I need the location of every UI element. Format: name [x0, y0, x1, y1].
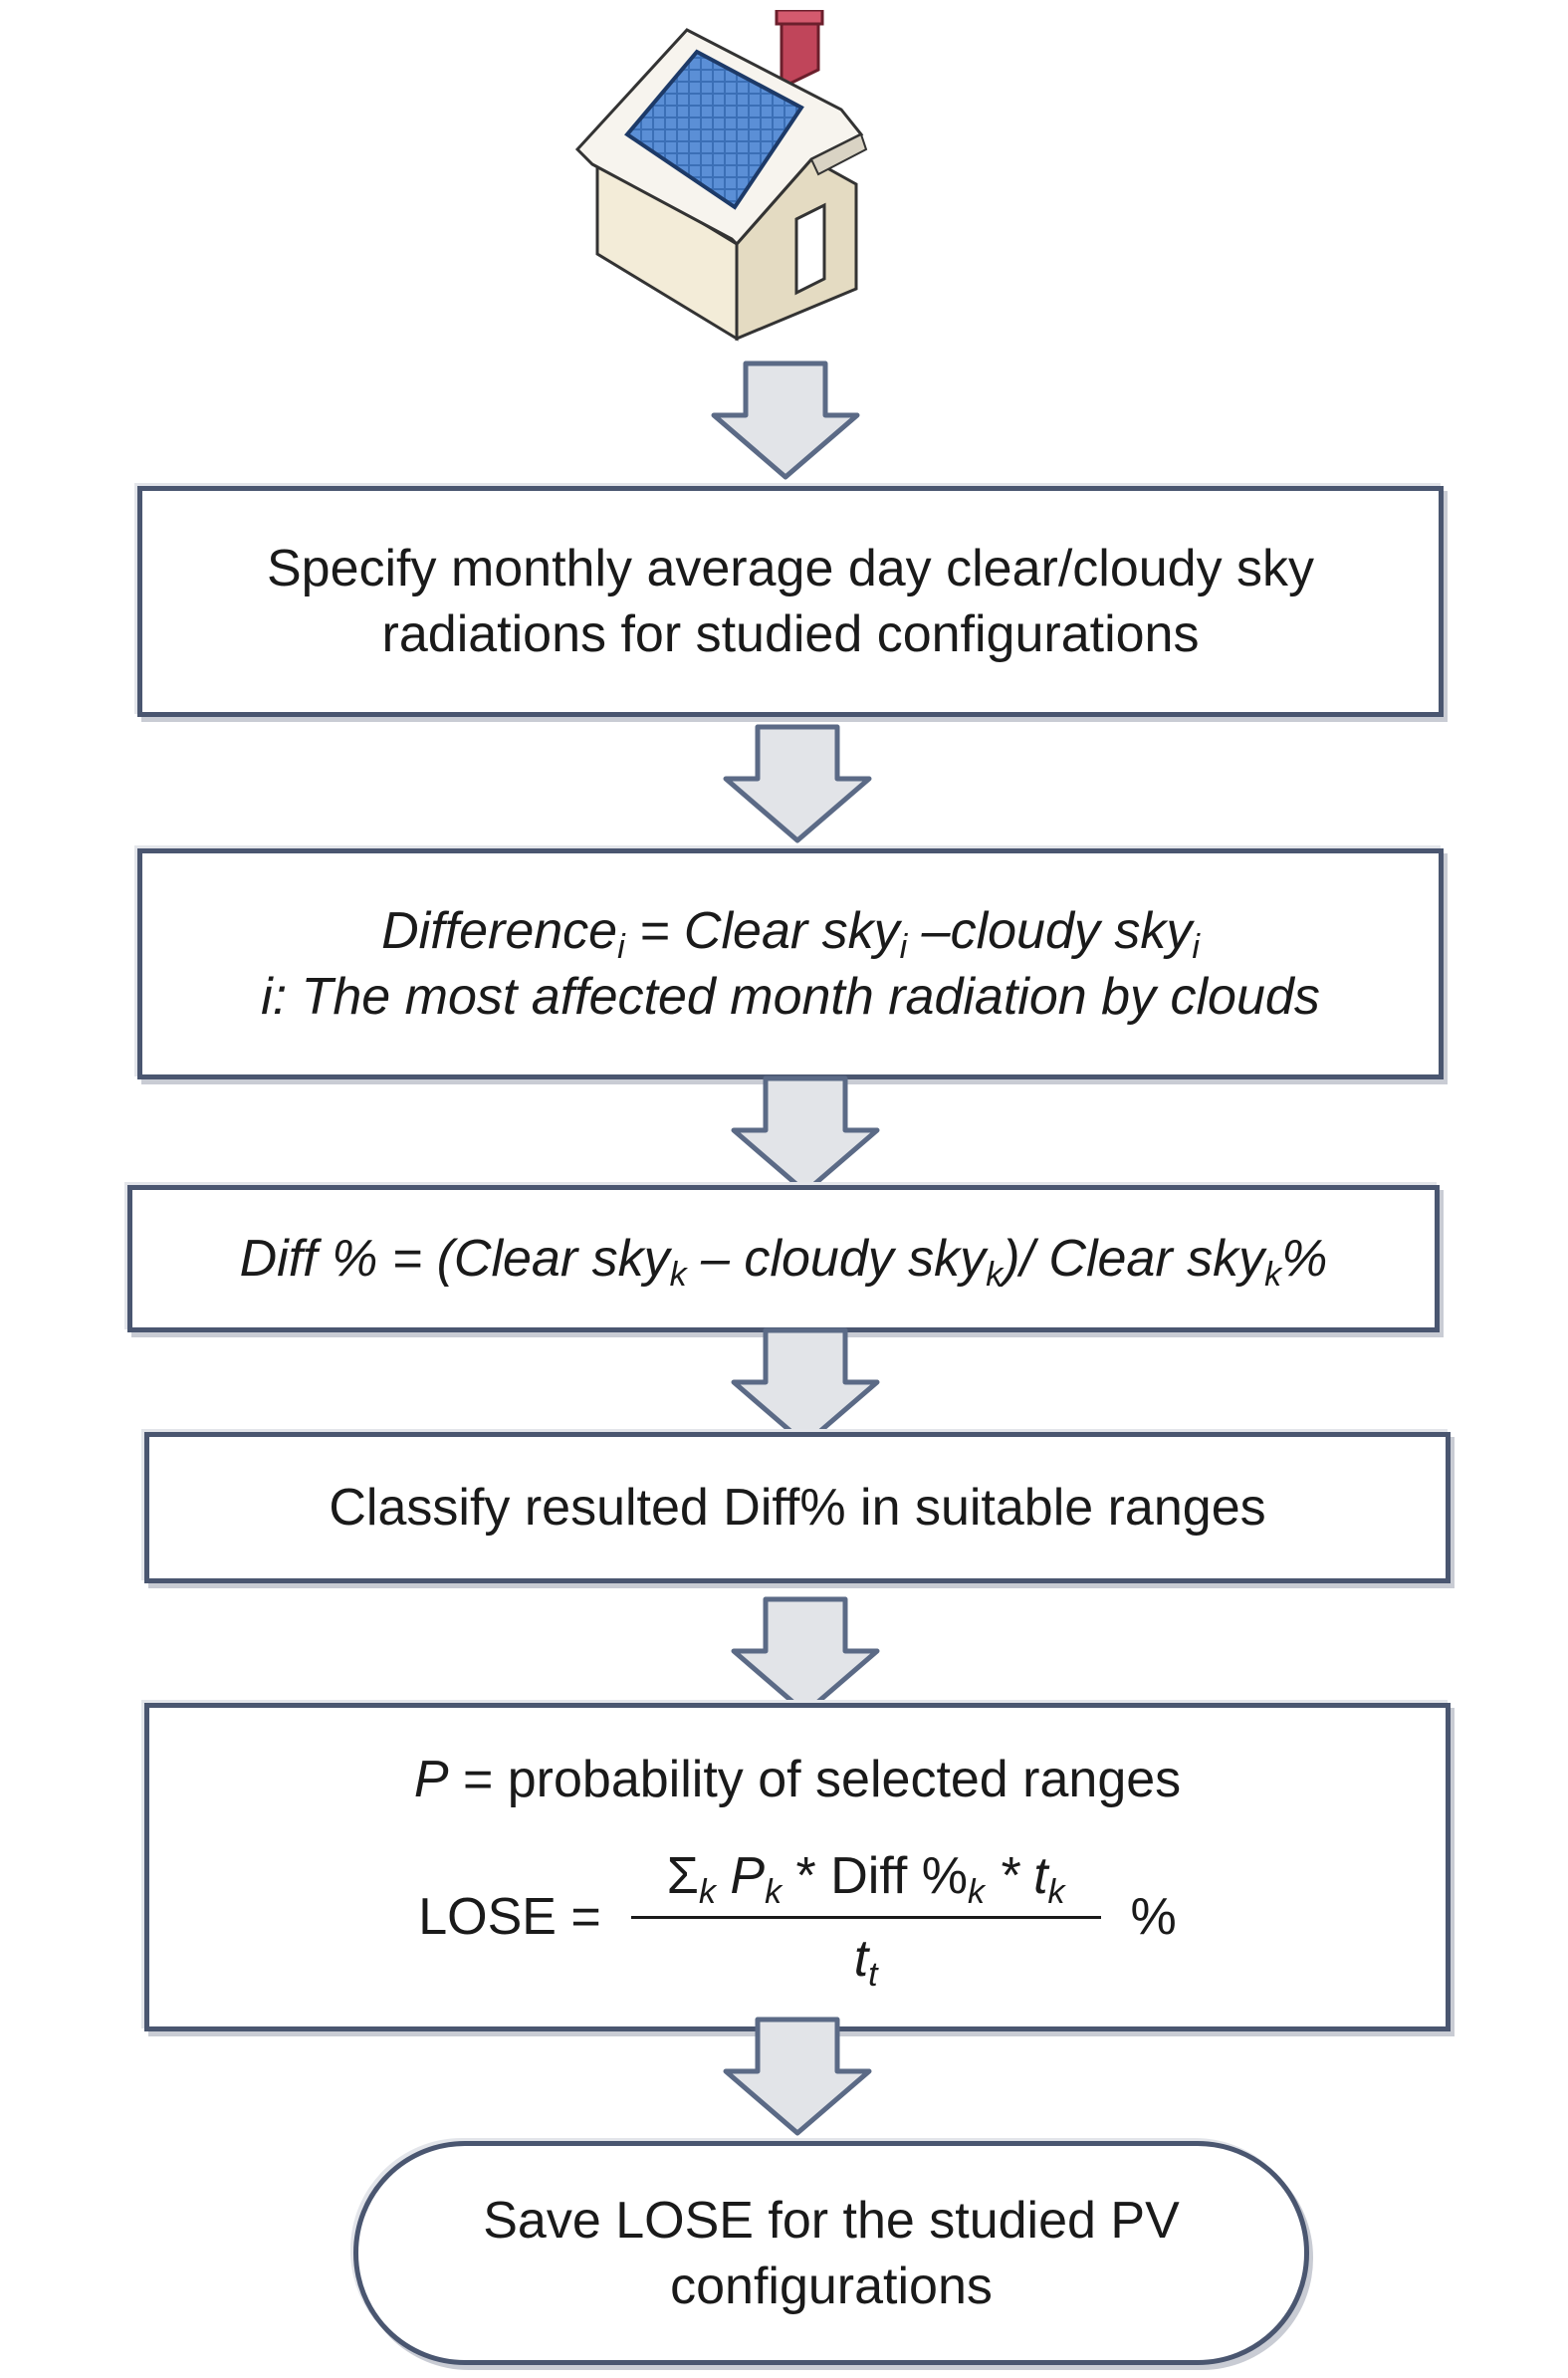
- lose-numerator: $\Sigma_k$ $P_k$ * Diff $\%_k * t_k$: [631, 1846, 1101, 1919]
- difference-formula: Difference$_i$ = Clear sky$_i$ –cloudy sky$_i$: [381, 902, 1200, 966]
- difference-definition: i: The most affected month radiation by clouds: [261, 968, 1320, 1026]
- house-with-solar-panel-icon: [558, 10, 876, 358]
- terminal-save-lose: [353, 2141, 1309, 2365]
- step1-line1: Specify monthly average day clear/cloudy sky: [266, 540, 1315, 597]
- down-arrow-icon: [731, 1327, 880, 1447]
- down-arrow-icon: [731, 1596, 880, 1716]
- terminal-line2: configurations: [670, 2257, 993, 2315]
- lose-formula: [418, 1846, 1177, 1994]
- step-specify-radiations-box: [137, 486, 1444, 717]
- step-lose-formula-box: [144, 1703, 1451, 2031]
- down-arrow-icon: [711, 360, 860, 480]
- down-arrow-icon: [723, 724, 872, 843]
- lose-fraction: [631, 1846, 1101, 1994]
- classify-text: Classify resulted Diff% in suitable ranges: [329, 1479, 1266, 1537]
- step1-line2: radiations for studied configurations: [381, 605, 1200, 663]
- step-diff-percent-box: [127, 1185, 1440, 1332]
- probability-definition: P = probability of selected ranges: [413, 1750, 1182, 1808]
- terminal-line1: Save LOSE for the studied PV: [483, 2191, 1180, 2250]
- lose-label: LOSE =: [418, 1888, 601, 1946]
- step-classify-box: [144, 1432, 1451, 1583]
- lose-denominator: $t_t$: [853, 1929, 878, 1994]
- down-arrow-icon: [723, 2017, 872, 2136]
- down-arrow-icon: [731, 1075, 880, 1195]
- lose-unit: %: [1130, 1888, 1177, 1946]
- step-difference-box: [137, 848, 1444, 1079]
- diff-percent-formula: Diff % = (Clear sky$_k$ – cloudy sky$_k$)/ Clear sky$_k$%: [239, 1230, 1328, 1294]
